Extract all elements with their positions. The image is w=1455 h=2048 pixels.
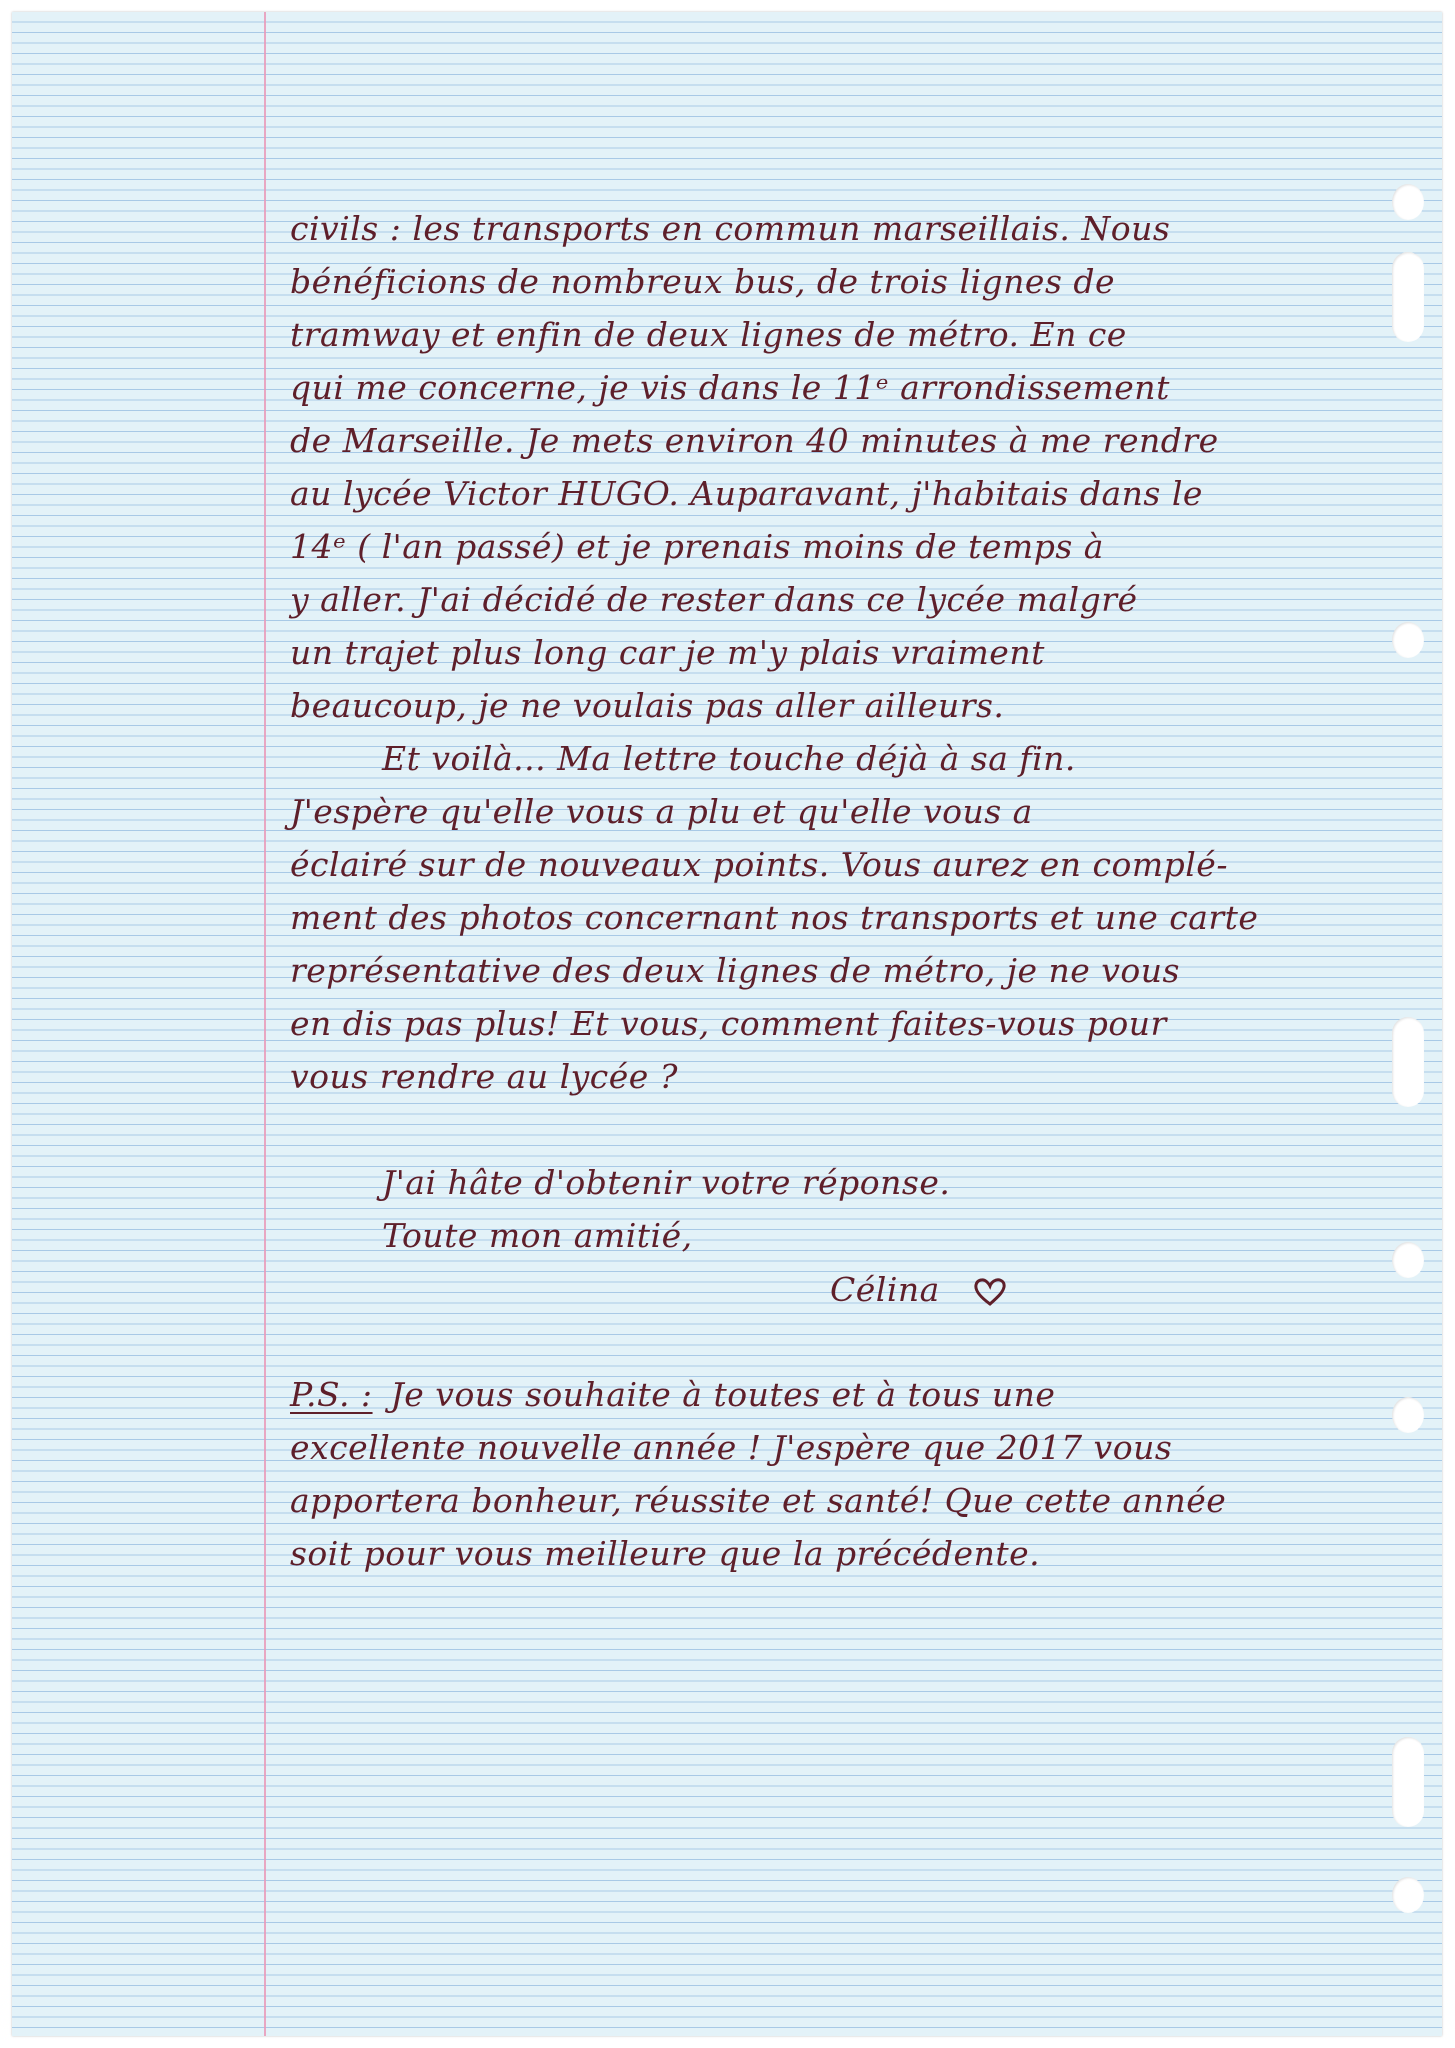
- signature-row: [290, 1262, 1430, 1315]
- punch-hole: [1392, 1737, 1424, 1827]
- ps-first-line: [290, 1368, 1430, 1421]
- letter-line: Et voilà... Ma lettre touche déjà à sa fin.: [382, 739, 1076, 778]
- closing-line: J'ai hâte d'obtenir votre réponse.: [382, 1163, 951, 1202]
- punch-hole: [1392, 1877, 1424, 1913]
- letter-line: tramway et enfin de deux lignes de métro. En ce: [290, 315, 1127, 354]
- closing-line: Toute mon amitié,: [382, 1216, 693, 1255]
- ps-text: Je vous souhaite à toutes et à tous une: [390, 1375, 1056, 1414]
- signature: Célina: [830, 1270, 940, 1309]
- letter-line: éclairé sur de nouveaux points. Vous aurez en complé-: [290, 845, 1228, 884]
- lined-paper-sheet: [12, 12, 1442, 2036]
- letter-line: un trajet plus long car je m'y plais vraiment: [290, 633, 1045, 672]
- letter-line: vous rendre au lycée ?: [290, 1057, 679, 1096]
- letter-line: civils : les transports en commun marseillais. Nous: [290, 209, 1171, 248]
- letter-line: y aller. J'ai décidé de rester dans ce lycée malgré: [290, 580, 1138, 619]
- ps-label: P.S. :: [290, 1375, 373, 1414]
- ps-line: excellente nouvelle année ! J'espère que 2017 vous: [290, 1428, 1173, 1467]
- letter-line: qui me concerne, je vis dans le 11ᵉ arrondissement: [290, 368, 1170, 407]
- letter-line: de Marseille. Je mets environ 40 minutes à me rendre: [290, 421, 1219, 460]
- letter-line: J'espère qu'elle vous a plu et qu'elle vous a: [290, 792, 1033, 831]
- ps-line: soit pour vous meilleure que la précédente.: [290, 1534, 1041, 1573]
- ps-line: apportera bonheur, réussite et santé! Que cette année: [290, 1481, 1227, 1520]
- letter-line: bénéficions de nombreux bus, de trois lignes de: [290, 262, 1116, 301]
- letter-line: en dis pas plus! Et vous, comment faites-vous pour: [290, 1004, 1167, 1043]
- letter-line: 14ᵉ ( l'an passé) et je prenais moins de temps à: [290, 527, 1104, 566]
- letter-line: au lycée Victor HUGO. Auparavant, j'habitais dans le: [290, 474, 1203, 513]
- letter-line: ment des photos concernant nos transports et une carte: [290, 898, 1259, 937]
- letter-line: représentative des deux lignes de métro, je ne vous: [290, 951, 1180, 990]
- letter-line: beaucoup, je ne voulais pas aller ailleurs.: [290, 686, 1005, 725]
- heart-icon: [973, 1262, 1007, 1315]
- handwritten-letter: [290, 202, 1430, 1580]
- margin-line: [264, 12, 266, 2036]
